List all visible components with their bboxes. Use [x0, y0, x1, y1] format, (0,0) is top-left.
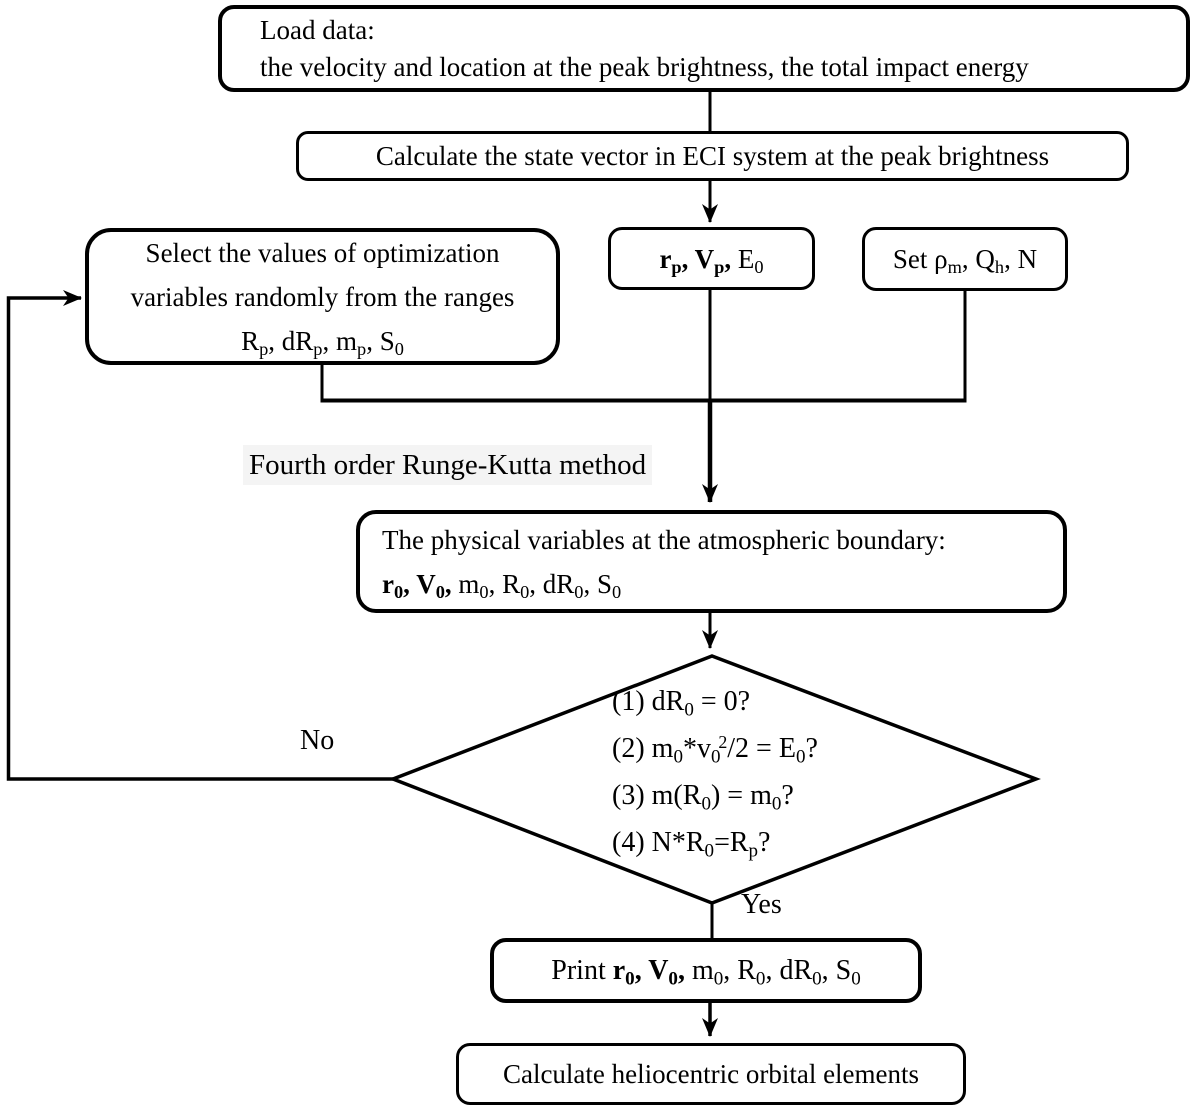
- node-heliocentric-elements: [456, 1043, 966, 1105]
- node-load-data: [218, 5, 1190, 92]
- node-print-result: [490, 938, 922, 1003]
- boundary-line2-variables: $r_0$, $V_0$, $m_0$, $R_0$, $dR_0$, $S_0$: [382, 568, 622, 602]
- node-select-random-values: [85, 228, 560, 365]
- node-peak-state-vars: [608, 227, 815, 290]
- condition-1: (1) $dR_0 = 0$?: [612, 686, 751, 721]
- condition-3: (3) $m(R_0) = m_0$?: [612, 780, 794, 815]
- calc-state-vector-label: Calculate the state vector in ECI system at the peak brightness: [375, 141, 1050, 171]
- select-line2: variables randomly from the ranges: [130, 281, 515, 312]
- node-calc-state-vector: [296, 131, 1129, 181]
- peak-state-vars-label: $r_p$, $V_p$, $E_0$: [659, 243, 764, 277]
- node-boundary-variables: [356, 510, 1067, 613]
- load-data-line2: the velocity and location at the peak brightness, the total impact energy: [260, 51, 1029, 82]
- load-data-line1: Load data:: [260, 14, 375, 45]
- runge-kutta-method-label: Fourth order Runge-Kutta method: [243, 445, 652, 485]
- select-line1: Select the values of optimization: [145, 237, 500, 268]
- edge-no-loop: [9, 298, 394, 779]
- select-line3-variables: $R_p$, $dR_p$, $m_p$, $S_0$: [241, 325, 404, 359]
- no-edge-label: No: [300, 725, 335, 756]
- set-constants-label: Set $\rho_m$, $Q_h$, N: [892, 244, 1038, 278]
- decision-conditions: [612, 678, 818, 866]
- heliocentric-elements-label: Calculate heliocentric orbital elements: [502, 1059, 920, 1089]
- node-set-constants: [862, 227, 1068, 291]
- yes-edge-label: Yes: [741, 889, 782, 920]
- boundary-line1: The physical variables at the atmospheric boundary:: [382, 524, 946, 555]
- condition-2: (2) $m_0*v_0^2/2 = E_0$?: [612, 732, 818, 768]
- print-result-label: Print $r_0$, $V_0$, $m_0$, $R_0$, $dR_0$, $S_0$: [551, 954, 861, 989]
- condition-4: (4) $N*R_0=R_p$?: [612, 827, 771, 862]
